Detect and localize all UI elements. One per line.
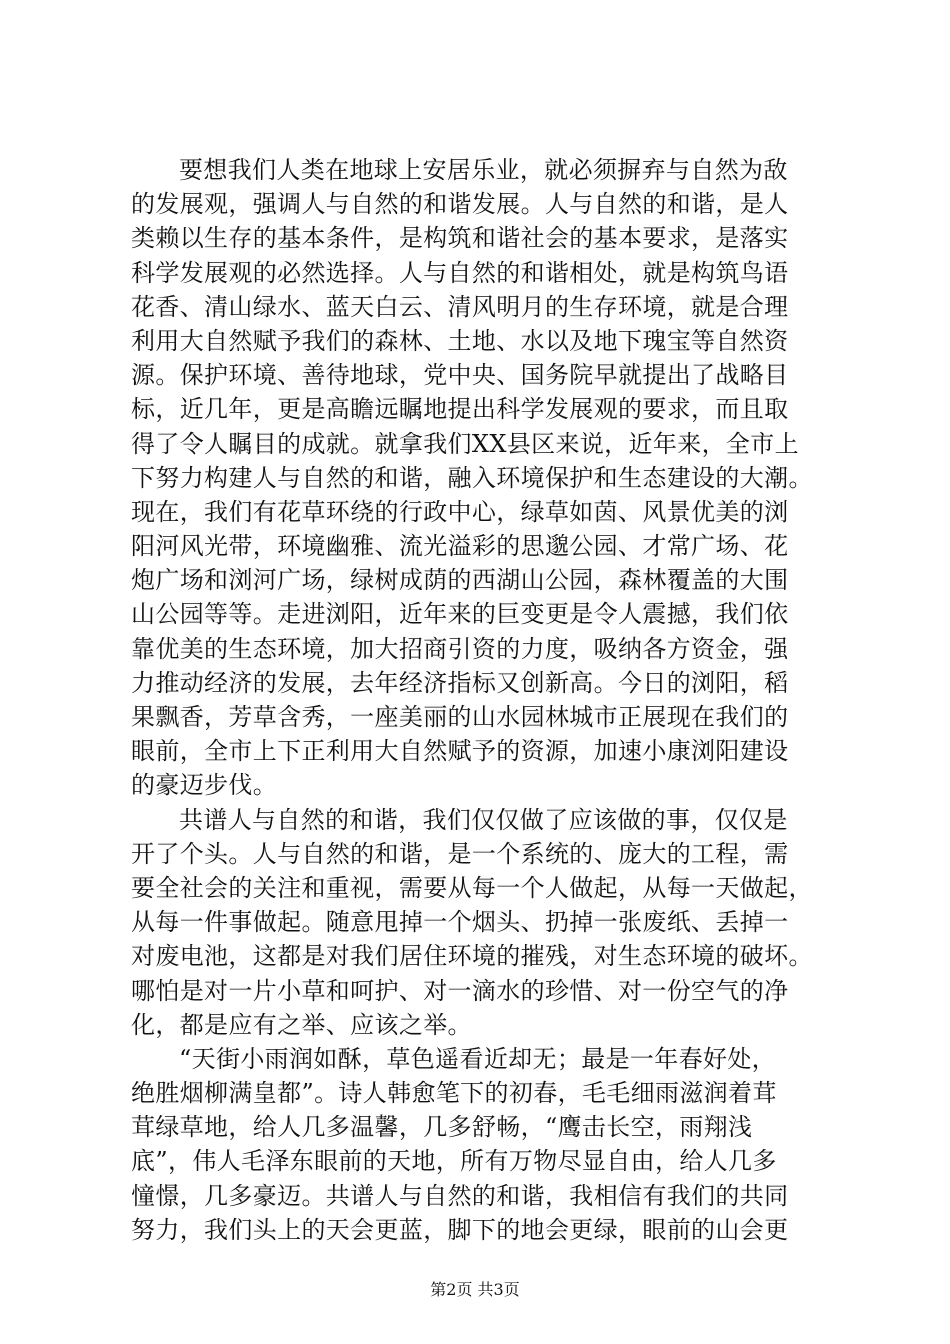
- text-line: 炮广场和浏河广场，绿树成荫的西湖山公园，森林覆盖的大围: [131, 566, 789, 595]
- text-line: 阳河风光带，环境幽雅、流光溢彩的思邈公园、才常广场、花: [131, 532, 789, 561]
- text-line: 得了令人瞩目的成就。就拿我们XX县区来说，近年来，全市上: [131, 429, 799, 458]
- text-line: 开了个头。人与自然的和谐，是一个系统的、庞大的工程，需: [131, 839, 789, 868]
- text-line: 共谱人与自然的和谐，我们仅仅做了应该做的事，仅仅是: [179, 805, 788, 834]
- text-line: 靠优美的生态环境，加大招商引资的力度，吸纳各方资金，强: [131, 634, 789, 663]
- text-line: 哪怕是对一片小草和呵护、对一滴水的珍惜、对一份空气的净: [131, 976, 789, 1005]
- text-line: 化，都是应有之举、应该之举。: [131, 1010, 472, 1039]
- page-footer: 第2页 共3页: [430, 1280, 520, 1299]
- text-line: 源。保护环境、善待地球，党中央、国务院早就提出了战略目: [131, 361, 789, 390]
- text-line: 的豪迈步伐。: [131, 771, 278, 800]
- document-body: [131, 153, 833, 1247]
- text-line: “天街小雨润如酥，草色遥看近却无；最是一年春好处，: [179, 1044, 777, 1073]
- text-line: 科学发展观的必然选择。人与自然的和谐相处，就是构筑鸟语: [131, 258, 789, 287]
- text-line: 标，近几年，更是高瞻远瞩地提出科学发展观的要求，而且取: [131, 395, 789, 424]
- text-line: 力推动经济的发展，去年经济指标又创新高。今日的浏阳，稻: [131, 668, 789, 697]
- text-line: 类赖以生存的基本条件，是构筑和谐社会的基本要求，是落实: [131, 224, 789, 253]
- text-line: 眼前，全市上下正利用大自然赋予的资源，加速小康浏阳建设: [131, 737, 789, 766]
- text-line: 要全社会的关注和重视，需要从每一个人做起，从每一天做起，: [131, 873, 813, 902]
- text-line: 的发展观，强调人与自然的和谐发展。人与自然的和谐，是人: [131, 190, 789, 219]
- text-line: 利用大自然赋予我们的森林、土地、水以及地下瑰宝等自然资: [131, 326, 789, 355]
- text-line: 果飘香，芳草含秀，一座美丽的山水园林城市正展现在我们的: [131, 703, 789, 731]
- text-line: 对废电池，这都是对我们居住环境的摧残，对生态环境的破坏。: [131, 942, 813, 971]
- text-line: 现在，我们有花草环绕的行政中心，绿草如茵、风景优美的浏: [131, 497, 789, 526]
- text-line: 山公园等等。走进浏阳，近年来的巨变更是令人震撼，我们依: [131, 600, 789, 629]
- text-line: 努力，我们头上的天会更蓝，脚下的地会更绿，眼前的山会更: [131, 1215, 789, 1244]
- text-line: 绝胜烟柳满皇都”。诗人韩愈笔下的初春，毛毛细雨滋润着茸: [131, 1079, 777, 1108]
- text-line: 下努力构建人与自然的和谐，融入环境保护和生态建设的大潮。: [131, 463, 813, 492]
- text-line: 花香、清山绿水、蓝天白云、清风明月的生存环境，就是合理: [131, 292, 789, 321]
- text-line: 茸绿草地，给人几多温馨，几多舒畅，“鹰击长空，雨翔浅: [131, 1113, 753, 1142]
- text-line: 要想我们人类在地球上安居乐业，就必须摒弃与自然为敌: [179, 156, 788, 184]
- text-line: 从每一件事做起。随意甩掉一个烟头、扔掉一张废纸、丢掉一: [131, 908, 789, 937]
- text-line: 底”，伟人毛泽东眼前的天地，所有万物尽显自由，给人几多: [131, 1147, 777, 1176]
- text-line: 憧憬，几多豪迈。共谱人与自然的和谐，我相信有我们的共同: [131, 1181, 789, 1210]
